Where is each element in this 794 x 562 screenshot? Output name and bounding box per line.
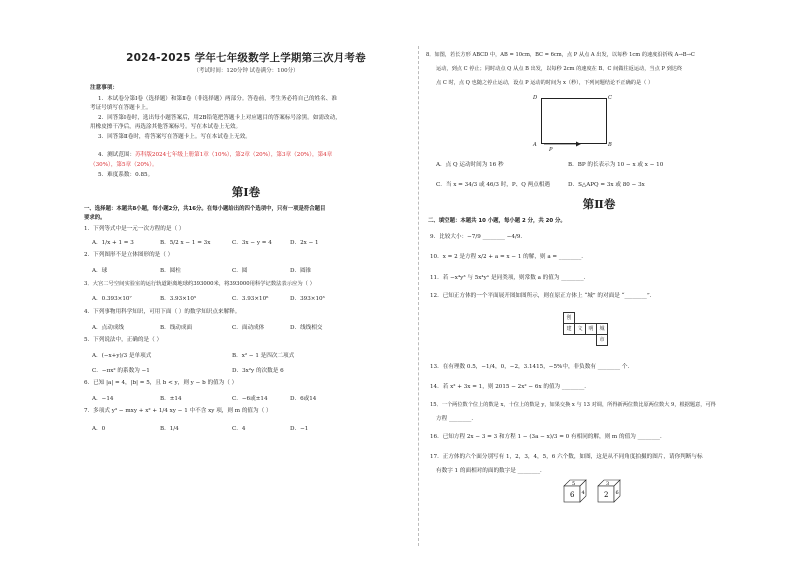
option-c: C．3x − y = 4 (232, 240, 272, 246)
option-d: D．3x²y 的次数是 6 (232, 368, 284, 374)
question-stem: 16．已知方程 2x − 3 = 3 和方程 1 − (3a − x)/3 = 0 有相同的解，则 m 的值为 ________． (430, 434, 666, 440)
question-stem: 11．若 −x⁴y³ 与 5x⁴yⁿ 是同类项，则常数 a 的值为 ________． (430, 275, 590, 281)
question-stem: 15．一个两位数个位上的数是 x，十位上的数是 y，如果交换 x 与 13 对调，所得新两位数比原两位数大 9，根据题意，可得 (430, 402, 716, 408)
net-cell: 市 (596, 334, 608, 346)
dice-b-top: 3 (606, 481, 610, 487)
option-a: A．(−x+y)/3 是单项式 (92, 353, 152, 359)
notice-line: 考证号填写在答题卡上。 (90, 105, 152, 111)
option-b: B．3.93×10⁵ (160, 296, 197, 302)
option-b: B．线动成面 (160, 325, 193, 331)
dice-a-front: 6 (570, 491, 575, 499)
question-stem: 12．已知正方体的一个平面展开图如图所示，则在原正方体上 “城” 的对面是 “________”． (430, 293, 656, 299)
notice-line: 3．回答第Ⅱ卷时，将答案写在答题卡上。写在本试卷上无效。 (98, 134, 251, 140)
option-c: C．−πx² 的系数为 −1 (92, 368, 150, 374)
option-b: B．x² − 1 是四次二项式 (232, 353, 295, 359)
question-stem: 2．下列图形不是立体图形的是（ ） (84, 252, 174, 258)
option-a: A．点动成线 (92, 325, 125, 331)
notice-line: 2．回答第Ⅰ卷时，选出每小题答案后，用2B铅笔把答题卡上对应题目的答案标号涂黑。如需改动， (98, 115, 341, 121)
option-b: B．圆柱 (160, 268, 181, 274)
vertex-label-b: B (608, 142, 612, 148)
question-stem: 14．若 x² + 3x = 1，则 2015 − 2x² − 6x 的值为 ________． (430, 384, 590, 390)
net-cell: 创 (563, 312, 575, 324)
option-b: B．1/4 (160, 426, 179, 432)
option-d: D．−1 (290, 426, 309, 432)
dice-a-top: 5 (572, 481, 576, 487)
dice-b (598, 480, 620, 502)
option-d: D．2x − 1 (290, 240, 319, 246)
net-cell: 文 (574, 323, 586, 335)
option-c: C．−6或±14 (232, 396, 268, 402)
question-stem: 1．下列等式中是一元一次方程的是（ ） (84, 226, 185, 232)
question-stem: 4．下列事物用科学知识，可用下面（ ）的数学知识点来解释。 (84, 309, 241, 315)
question-stem: 10．x = 2 是方程 x/2 + a = x − 1 的解，则 a = ________． (430, 254, 587, 260)
question-stem: 5．下列说法中，正确的是（ ） (84, 337, 163, 343)
vertex-label-c: C (608, 95, 612, 101)
q8-stem: 点 C 时，点 Q 也随之停止运动，设点 P 运动的时间为 x（秒），下列问题结论不正确的是（ ） (436, 80, 654, 86)
part1-intro: 一、选择题：本题共8小题，每小题2分，共16分。在每小题给出的四个选项中，只有一项是符合题目 (84, 206, 326, 212)
question-stem: 方程 ________． (436, 416, 477, 422)
notice-heading: 注意事项： (90, 85, 118, 91)
option-d: D．S△APQ = 3x 或 80 − 3x (568, 182, 645, 188)
net-cell: 城 (596, 323, 608, 335)
question-stem: 3．大宫二号空间实验室的运行轨道距离地球约393000米，将393000用科学记数法表示应为（ ） (84, 281, 315, 287)
option-a: A．0 (92, 426, 106, 432)
net-cell: 建 (563, 323, 575, 335)
net-cell: 明 (585, 323, 597, 335)
part2-intro: 二、填空题：本题共 10 小题，每小题 2 分，共 20 分。 (428, 218, 566, 224)
q8-stem: 运动，到点 C 停止；同时动点 Q 从点 B 出发，以每秒 2cm 的速度在 B、C 间做往返运动，当点 P 到达终 (436, 66, 683, 72)
scope-detail-cont: （30%），第5章（20%）。 (90, 162, 158, 168)
q8-stem: 8．如图，若长方形 ABCD 中，AB = 10cm，BC = 6cm，点 P 从点 A 出发，以每秒 1cm 的速度沿折线 A→B→C (426, 52, 695, 58)
question-stem: 有数字 1 的面相对的面的数字是 ________． (436, 468, 546, 474)
dice-a-side: 4 (581, 490, 585, 496)
option-d: D．393×10³ (290, 296, 325, 302)
notice-line: 用橡皮擦干净后，再选涂其他答案标号。写在本试卷上无效。 (90, 124, 242, 130)
question-stem: 7．多项式 y³ − mxy + x² + 1/4 xy − 1 中不含 xy 项，则 m 的值为（ ） (84, 408, 272, 414)
option-c: C．圆 (232, 268, 248, 274)
exam-subtitle: （考试时间：120分钟 试卷满分：100分） (193, 68, 299, 74)
arrow-right-icon (542, 140, 582, 148)
question-stem: 6．已知 |a| = 4，|b| = 5，且 b < y，则 y − b 的值为（ ） (84, 380, 238, 386)
exam-title: 2024-2025 学年七年级数学上学期第三次月考卷 (126, 52, 366, 64)
option-c: C．面动成体 (232, 325, 265, 331)
option-a: A．点 Q 运动时间为 16 秒 (436, 162, 504, 168)
vertex-label-d: D (533, 95, 538, 101)
dice-b-side: 6 (615, 490, 619, 496)
option-a: A．1/x + 1 = 3 (92, 240, 134, 246)
part1-intro: 要求的。 (84, 215, 106, 221)
option-c: C．当 x = 34/3 或 46/3 时，P、Q 两点相遇 (436, 182, 550, 188)
option-a: A．−14 (92, 396, 114, 402)
notice-line (98, 152, 332, 159)
notice-line: 5．难度系数：0.85。 (98, 172, 154, 178)
option-a: A．0.393×10⁷ (92, 296, 132, 302)
option-b: B．±14 (160, 396, 182, 402)
notice-line: 1．本试卷分第Ⅰ卷（选择题）和第Ⅱ卷（非选择题）两部分。答卷前，考生务必将自己的姓名、准 (98, 96, 337, 102)
dice-a (564, 480, 586, 502)
option-d: D．6或14 (290, 396, 317, 402)
column-divider (418, 46, 420, 546)
vertex-label-a: A (533, 142, 537, 148)
question-stem: 17．正方体的六个面分别写有 1，2，3，4，5，6 六个数，如图，这是从不同角度拍摄的图片，请你判断与标 (430, 454, 703, 460)
scope-label: 4．测试范围： (98, 152, 136, 158)
part1-title: 第Ⅰ卷 (231, 185, 261, 199)
dice-b-front: 2 (604, 491, 609, 499)
rectangle-abcd-figure (541, 98, 607, 144)
option-c: C．4 (232, 426, 246, 432)
dice-figure (560, 478, 632, 508)
option-d: D．线线相交 (290, 325, 323, 331)
option-b: B．BP 的长表示为 10 − x 或 x − 10 (568, 162, 664, 168)
question-stem: 9．比较大小：−7/9 ________ −4/9． (430, 234, 527, 240)
part2-title: 第Ⅱ卷 (582, 197, 616, 211)
option-d: D．圆锥 (290, 268, 312, 274)
scope-detail: 苏科版2024七年级上册第1章（10%），第2章（20%），第3章（20%），第4章 (135, 152, 333, 158)
question-stem: 13．在有理数 0.5，−1/4，0，−2，3.1415，−5%中，非负数有 ________ 个． (430, 364, 634, 370)
option-b: B．5/2 x − 1 = 3x (160, 240, 211, 246)
option-c: C．3.93×10⁶ (232, 296, 269, 302)
option-a: A．球 (92, 268, 108, 274)
point-label-p: P (549, 147, 553, 153)
